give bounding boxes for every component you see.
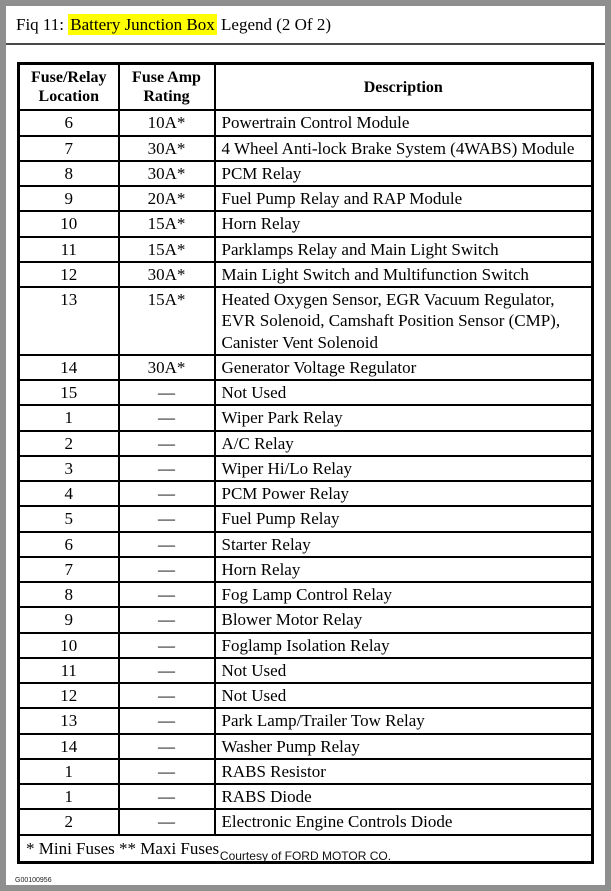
fuse-location-cell: 1	[19, 759, 119, 784]
table-header-row	[19, 64, 593, 111]
table-row	[19, 784, 593, 809]
fuse-location-cell: 2	[19, 809, 119, 834]
fuse-description-cell: Wiper Hi/Lo Relay	[215, 456, 593, 481]
fuse-location-cell: 13	[19, 708, 119, 733]
table-row	[19, 136, 593, 161]
table-row	[19, 582, 593, 607]
fuse-description-cell: 4 Wheel Anti-lock Brake System (4WABS) Module	[215, 136, 593, 161]
fuse-amp-cell: —	[119, 582, 215, 607]
table-row	[19, 262, 593, 287]
fuse-location-cell: 9	[19, 607, 119, 632]
table-row	[19, 708, 593, 733]
fuse-location-cell: 11	[19, 237, 119, 262]
fuse-location-cell: 11	[19, 658, 119, 683]
fuse-location-cell: 8	[19, 582, 119, 607]
fuse-description-cell: Generator Voltage Regulator	[215, 355, 593, 380]
courtesy-line: Courtesy of FORD MOTOR CO.	[219, 849, 392, 863]
header-fuse-relay-location: Fuse/Relay Location	[19, 64, 119, 111]
fuse-location-cell: 7	[19, 136, 119, 161]
table-row	[19, 456, 593, 481]
fuse-location-cell: 7	[19, 557, 119, 582]
fuse-amp-cell: —	[119, 759, 215, 784]
figure-title-suffix: Legend (2 Of 2)	[216, 15, 332, 34]
table-row	[19, 532, 593, 557]
fuse-location-cell: 10	[19, 211, 119, 236]
fuse-amp-cell: 15A*	[119, 211, 215, 236]
table-row	[19, 633, 593, 658]
header-fuse-amp-rating: Fuse Amp Rating	[119, 64, 215, 111]
table-row	[19, 380, 593, 405]
fuse-amp-cell: —	[119, 607, 215, 632]
fuse-location-cell: 1	[19, 405, 119, 430]
table-row	[19, 237, 593, 262]
fuse-description-cell: Foglamp Isolation Relay	[215, 633, 593, 658]
fuse-location-cell: 15	[19, 380, 119, 405]
table-row	[19, 809, 593, 834]
fuse-amp-cell: —	[119, 380, 215, 405]
table-row	[19, 405, 593, 430]
fuse-location-cell: 1	[19, 784, 119, 809]
fuse-location-cell: 12	[19, 262, 119, 287]
fuse-description-cell: Not Used	[215, 683, 593, 708]
table-row	[19, 287, 593, 355]
fuse-amp-cell: —	[119, 809, 215, 834]
fuse-amp-cell: 20A*	[119, 186, 215, 211]
fuse-description-cell: Starter Relay	[215, 532, 593, 557]
fuse-description-cell: PCM Power Relay	[215, 481, 593, 506]
fuse-location-cell: 12	[19, 683, 119, 708]
table-row	[19, 759, 593, 784]
table-row	[19, 355, 593, 380]
fuse-type-note: * Mini Fuses ** Maxi Fuses	[19, 835, 593, 863]
fuse-description-cell: Horn Relay	[215, 557, 593, 582]
fuse-description-cell: Fuel Pump Relay	[215, 506, 593, 531]
header-description: Description	[215, 64, 593, 111]
fuse-amp-cell: 30A*	[119, 355, 215, 380]
fuse-amp-cell: 30A*	[119, 262, 215, 287]
fuse-description-cell: Wiper Park Relay	[215, 405, 593, 430]
fuse-location-cell: 9	[19, 186, 119, 211]
fuse-description-cell: Not Used	[215, 380, 593, 405]
table-row	[19, 481, 593, 506]
fuse-description-cell: Blower Motor Relay	[215, 607, 593, 632]
table-row	[19, 110, 593, 135]
table-row	[19, 557, 593, 582]
fuse-description-cell: Heated Oxygen Sensor, EGR Vacuum Regulator, EVR Solenoid, Camshaft Position Sensor (CMP), Canister Vent Solenoid	[215, 287, 593, 355]
fuse-amp-cell: —	[119, 431, 215, 456]
fuse-amp-cell: —	[119, 708, 215, 733]
fuse-location-cell: 13	[19, 287, 119, 355]
fuse-location-cell: 14	[19, 734, 119, 759]
fuse-description-cell: RABS Resistor	[215, 759, 593, 784]
fuse-legend-table	[17, 62, 594, 864]
table-row	[19, 506, 593, 531]
fuse-amp-cell: —	[119, 405, 215, 430]
fuse-amp-cell: —	[119, 506, 215, 531]
fuse-amp-cell: —	[119, 784, 215, 809]
figure-title-prefix: Fiq 11:	[16, 15, 69, 34]
fuse-amp-cell: 10A*	[119, 110, 215, 135]
fuse-table-body	[19, 110, 593, 834]
table-row	[19, 607, 593, 632]
fuse-location-cell: 2	[19, 431, 119, 456]
fuse-amp-cell: —	[119, 683, 215, 708]
fuse-amp-cell: —	[119, 633, 215, 658]
image-code: G00100956	[15, 876, 52, 884]
fuse-description-cell: Park Lamp/Trailer Tow Relay	[215, 708, 593, 733]
fuse-location-cell: 6	[19, 532, 119, 557]
table-row	[19, 658, 593, 683]
fuse-location-cell: 3	[19, 456, 119, 481]
table-row	[19, 734, 593, 759]
table-row	[19, 161, 593, 186]
fuse-amp-cell: —	[119, 456, 215, 481]
fuse-amp-cell: —	[119, 658, 215, 683]
fuse-description-cell: RABS Diode	[215, 784, 593, 809]
fuse-description-cell: Fog Lamp Control Relay	[215, 582, 593, 607]
fuse-amp-cell: —	[119, 481, 215, 506]
fuse-location-cell: 10	[19, 633, 119, 658]
table-row	[19, 683, 593, 708]
fuse-amp-cell: 15A*	[119, 287, 215, 355]
title-highlight: Battery Junction Box	[70, 15, 215, 34]
fuse-description-cell: Horn Relay	[215, 211, 593, 236]
fuse-location-cell: 4	[19, 481, 119, 506]
fuse-amp-cell: —	[119, 734, 215, 759]
fuse-location-cell: 6	[19, 110, 119, 135]
fuse-location-cell: 5	[19, 506, 119, 531]
fuse-description-cell: Washer Pump Relay	[215, 734, 593, 759]
fuse-amp-cell: 30A*	[119, 161, 215, 186]
fuse-description-cell: Fuel Pump Relay and RAP Module	[215, 186, 593, 211]
fuse-amp-cell: 30A*	[119, 136, 215, 161]
table-row	[19, 431, 593, 456]
fuse-description-cell: Electronic Engine Controls Diode	[215, 809, 593, 834]
fuse-description-cell: A/C Relay	[215, 431, 593, 456]
fuse-location-cell: 14	[19, 355, 119, 380]
fuse-description-cell: PCM Relay	[215, 161, 593, 186]
table-row	[19, 211, 593, 236]
table-row	[19, 186, 593, 211]
figure-title	[6, 6, 605, 39]
fuse-amp-cell: —	[119, 557, 215, 582]
fuse-location-cell: 8	[19, 161, 119, 186]
fuse-description-cell: Parklamps Relay and Main Light Switch	[215, 237, 593, 262]
fuse-description-cell: Powertrain Control Module	[215, 110, 593, 135]
fuse-amp-cell: —	[119, 532, 215, 557]
fuse-description-cell: Not Used	[215, 658, 593, 683]
title-divider	[6, 43, 605, 45]
fuse-amp-cell: 15A*	[119, 237, 215, 262]
fuse-description-cell: Main Light Switch and Multifunction Switch	[215, 262, 593, 287]
